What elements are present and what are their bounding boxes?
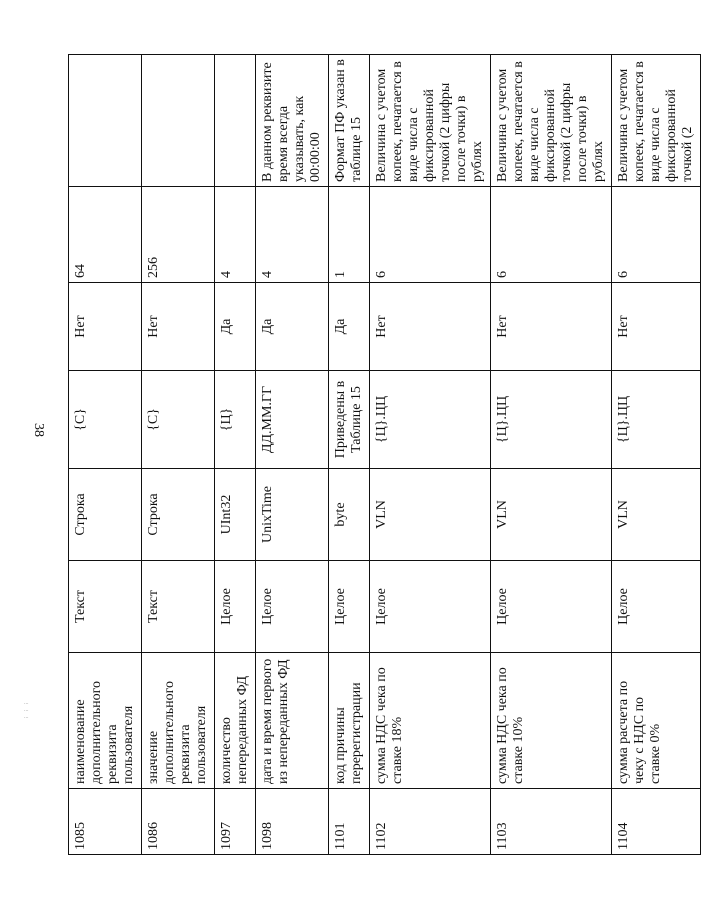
note-cell (142, 55, 215, 187)
mask-cell: ДД.ММ.ГГ (256, 371, 329, 469)
required-cell: Да (215, 283, 256, 371)
length-cell: 6 (491, 187, 612, 283)
table-row (370, 55, 491, 855)
format-cell: Строка (69, 469, 142, 561)
note-cell (69, 55, 142, 187)
length-cell: 256 (142, 187, 215, 283)
fiscal-tags-table (68, 54, 701, 855)
mask-cell: {Ц}.ЦЦ (370, 371, 491, 469)
mask-cell: {Ц}.ЦЦ (491, 371, 612, 469)
stamp-line: ... (24, 714, 29, 720)
stamp-line: ... (24, 707, 29, 713)
note-cell: Величина с учетом копеек, печатается в виде числа с фиксированной точкой (2 цифры после точки) в рублях (370, 55, 491, 187)
required-cell: Да (256, 283, 329, 371)
name-cell: сумма НДС чека по ставке 18% (370, 653, 491, 789)
scan-stamp (24, 700, 29, 721)
type-cell: Целое (215, 561, 256, 653)
required-cell: Да (329, 283, 370, 371)
length-cell: 4 (256, 187, 329, 283)
type-cell: Целое (370, 561, 491, 653)
length-cell: 6 (370, 187, 491, 283)
table-row (329, 55, 370, 855)
length-cell: 1 (329, 187, 370, 283)
name-cell: значение дополнительного реквизита пользователя (142, 653, 215, 789)
tag-cell: 1102 (370, 789, 491, 855)
type-cell: Целое (256, 561, 329, 653)
required-cell: Нет (370, 283, 491, 371)
length-cell: 4 (215, 187, 256, 283)
stamp-line: ... (24, 700, 29, 706)
mask-cell: {Ц}.ЦЦ (612, 371, 701, 469)
format-cell: VLN (370, 469, 491, 561)
note-cell: Формат ПФ указан в таблице 15 (329, 55, 370, 187)
required-cell: Нет (69, 283, 142, 371)
tag-cell: 1085 (69, 789, 142, 855)
type-cell: Целое (491, 561, 612, 653)
format-cell: VLN (491, 469, 612, 561)
format-cell: byte (329, 469, 370, 561)
required-cell: Нет (612, 283, 701, 371)
type-cell: Текст (142, 561, 215, 653)
note-cell: Величина с учетом копеек, печатается в виде числа с фиксированной точкой (2 цифры после точки) в рублях (491, 55, 612, 187)
type-cell: Целое (329, 561, 370, 653)
name-cell: сумма расчета по чеку с НДС по ставке 0% (612, 653, 701, 789)
tag-cell: 1086 (142, 789, 215, 855)
name-cell: сумма НДС чека по ставке 10% (491, 653, 612, 789)
tag-cell: 1103 (491, 789, 612, 855)
table-row (69, 55, 142, 855)
note-cell: Величина с учетом копеек, печатается в виде числа с фиксированной точкой (2 (612, 55, 701, 187)
table-row (256, 55, 329, 855)
mask-cell: Приведены в Таблице 15 (329, 371, 370, 469)
table-row (491, 55, 612, 855)
note-cell (215, 55, 256, 187)
name-cell: наименование дополнительного реквизита пользователя (69, 653, 142, 789)
length-cell: 6 (612, 187, 701, 283)
mask-cell: {Ц} (215, 371, 256, 469)
name-cell: дата и время первого из непереданных ФД (256, 653, 329, 789)
tag-cell: 1104 (612, 789, 701, 855)
type-cell: Текст (69, 561, 142, 653)
mask-cell: {С} (69, 371, 142, 469)
required-cell: Нет (142, 283, 215, 371)
tag-cell: 1098 (256, 789, 329, 855)
tag-cell: 1097 (215, 789, 256, 855)
name-cell: код причины перерегистрации (329, 653, 370, 789)
tag-cell: 1101 (329, 789, 370, 855)
type-cell: Целое (612, 561, 701, 653)
table-row (612, 55, 701, 855)
name-cell: количество непереданных ФД (215, 653, 256, 789)
table-row (142, 55, 215, 855)
length-cell: 64 (69, 187, 142, 283)
format-cell: UInt32 (215, 469, 256, 561)
note-cell: В данном реквизите время всегда указывать, как 00:00:00 (256, 55, 329, 187)
rotated-table-wrapper (68, 55, 695, 855)
page-number: 38 (31, 423, 46, 437)
required-cell: Нет (491, 283, 612, 371)
mask-cell: {С} (142, 371, 215, 469)
format-cell: VLN (612, 469, 701, 561)
format-cell: UnixTime (256, 469, 329, 561)
format-cell: Строка (142, 469, 215, 561)
table-row (215, 55, 256, 855)
